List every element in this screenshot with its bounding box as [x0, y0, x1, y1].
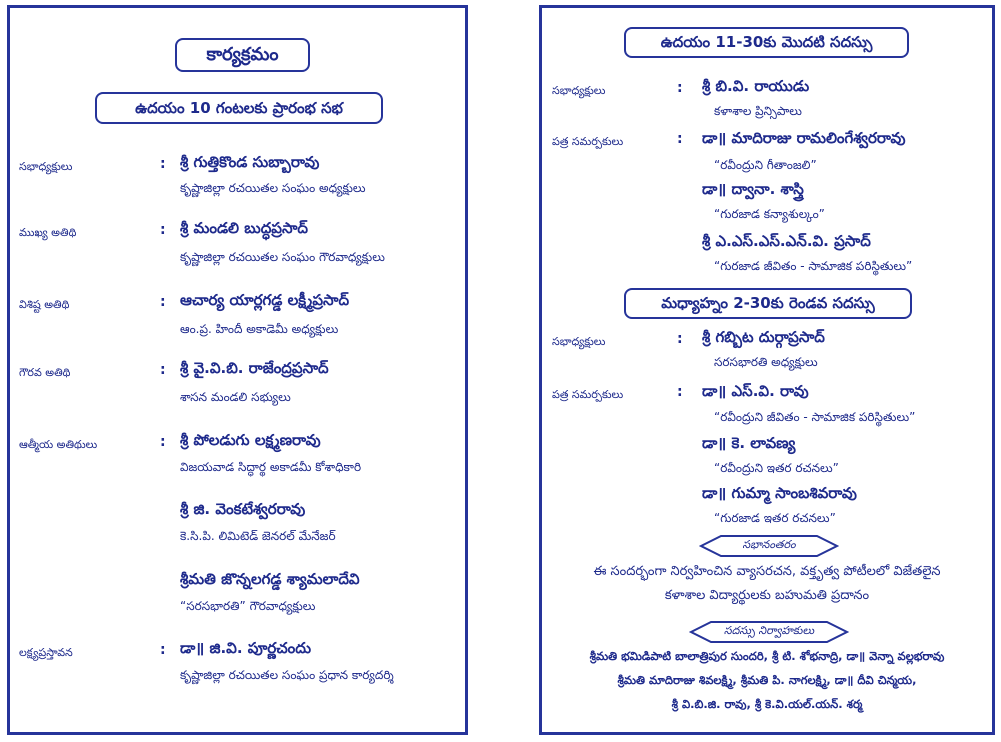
s1-chair-desc: కళాశాల ప్రిన్సిపాలు	[714, 104, 802, 118]
person-desc: కె.సి.పి. లిమిటెడ్ జెనరల్ మేనేజర్	[180, 529, 336, 543]
person-name: శ్రీమతి జొన్నలగడ్డ శ్యామలాదేవి	[180, 570, 360, 588]
second-session-title: మధ్యాహ్నం 2-30కు రెండవ సదస్సు	[661, 294, 875, 312]
after-line-1: ఈ సందర్భంగా నిర్వహించిన వ్యాసరచన, వక్తృత్వ పోటీలలో విజేతలైన	[593, 564, 941, 579]
person-name: శ్రీ జి. వెంకటేశ్వరరావు	[180, 500, 306, 518]
person-name: శ్రీ గుత్తికొండ సుబ్బారావు	[180, 153, 320, 171]
person-desc: కృష్ణాజిల్లా రచయితల సంఘం అధ్యక్షులు	[180, 181, 366, 195]
role-label: విశిష్ట అతిథి	[19, 298, 70, 311]
first-session-title: ఉదయం 11-30కు మొదటి సదస్సు	[660, 33, 873, 51]
organizers-label: సదస్సు నిర్వాహకులు	[723, 624, 815, 637]
after-session-label: సభానంతరం	[742, 538, 796, 551]
person-desc: శాసన మండలి సభ్యులు	[180, 390, 291, 404]
colon: :	[160, 222, 166, 238]
s1-paper-topic: “గురజాడ కన్యాశుల్కం”	[714, 207, 825, 221]
inaugural-session-title: ఉదయం 10 గంటలకు ప్రారంభ సభ	[135, 99, 343, 117]
colon: :	[677, 131, 683, 147]
organizers-banner	[689, 621, 849, 643]
role-label: ముఖ్య అతిథి	[19, 226, 77, 239]
s1-paper-topic: “రవీంద్రుని గీతాంజలి”	[714, 158, 817, 172]
s1-paper-name: శ్రీ ఎ.ఎస్.ఎస్.ఎన్.వి. ప్రసాద్	[702, 232, 871, 250]
first-session-box	[624, 27, 909, 58]
after-session-banner	[699, 535, 839, 557]
organizers-line-3: శ్రీ వి.బి.జి. రావు, శ్రీ కె.వి.యల్.యన్. శర్మ	[671, 697, 863, 711]
s2-paper-topic: “రవీంద్రుని ఇతర రచనలు”	[714, 461, 839, 475]
s2-chair-desc: సరసభారతి అధ్యక్షులు	[714, 355, 818, 369]
role-label: గౌరవ అతిథి	[19, 366, 71, 379]
s2-paper-name: డా॥ గుమ్మా సాంబశివరావు	[702, 484, 857, 502]
colon: :	[160, 362, 166, 378]
person-name: ఆచార్య యార్లగడ్డ లక్ష్మీప్రసాద్	[180, 291, 350, 309]
organizers-line-2: శ్రీమతి మాదిరాజు శివలక్ష్మి, శ్రీమతి పి. నాగలక్ష్మి, డా॥ దీవి చిన్మయ,	[617, 673, 917, 687]
person-desc: ఆం.ప్ర. హిందీ అకాడెమీ అధ్యక్షులు	[180, 322, 339, 336]
colon: :	[160, 434, 166, 450]
s1-chair-name: శ్రీ బి.వి. రాయుడు	[702, 77, 810, 95]
second-session-box	[624, 288, 912, 319]
right-program-panel	[539, 5, 995, 735]
s2-chair-role: సభాధ్యక్షులు	[552, 335, 606, 348]
colon: :	[160, 156, 166, 172]
s1-papers-role: పత్ర సమర్పకులు	[552, 135, 624, 148]
s2-paper-topic: “రవీంద్రుని జీవితం - సామాజిక పరిస్థితులు”	[714, 410, 916, 424]
colon: :	[160, 294, 166, 310]
after-line-2: కళాశాల విద్యార్థులకు బహుమతి ప్రదానం	[664, 588, 870, 603]
colon: :	[160, 642, 166, 658]
role-label: ఆత్మీయ అతిథులు	[19, 438, 98, 451]
person-name: శ్రీ మండలి బుద్ధప్రసాద్	[180, 219, 309, 237]
s1-paper-name: డా॥ మాదిరాజు రామలింగేశ్వరరావు	[702, 129, 906, 147]
person-desc: “సరసభారతి” గౌరవాధ్యక్షులు	[180, 599, 316, 613]
role-label: సభాధ్యక్షులు	[19, 160, 73, 173]
s2-paper-name: డా॥ కె. లావణ్య	[702, 434, 796, 452]
role-label: లక్ష్యప్రస్తావన	[19, 646, 73, 659]
program-title-box	[175, 38, 310, 72]
person-name: శ్రీ వై.వి.బి. రాజేంద్రప్రసాద్	[180, 359, 329, 377]
colon: :	[677, 80, 683, 96]
s1-paper-topic: “గురజాడ జీవితం - సామాజిక పరిస్థితులు”	[714, 259, 913, 273]
person-name: డా॥ జి.వి. పూర్ణచందు	[180, 639, 312, 657]
s2-chair-name: శ్రీ గబ్బిట దుర్గాప్రసాద్	[702, 328, 825, 346]
program-title: కార్యక్రమం	[206, 44, 279, 65]
person-desc: విజయవాడ సిద్ధార్థ అకాడమీ కోశాధికారి	[180, 460, 362, 474]
person-desc: కృష్ణాజిల్లా రచయితల సంఘం ప్రధాన కార్యదర్శి	[180, 668, 394, 682]
s2-papers-role: పత్ర సమర్పకులు	[552, 388, 624, 401]
s1-chair-role: సభాధ్యక్షులు	[552, 84, 606, 97]
s1-paper-name: డా॥ ద్వానా. శాస్త్రి	[702, 180, 804, 198]
left-program-panel	[7, 5, 468, 735]
organizers-line-1: శ్రీమతి భమిడిపాటి బాలాత్రిపుర సుందరి, శ్రీ టి. శోభనాద్రి, డా॥ వెన్నా వల్లభరావు	[589, 649, 945, 663]
s2-paper-name: డా॥ ఎస్.వి. రావు	[702, 382, 809, 400]
person-desc: కృష్ణాజిల్లా రచయితల సంఘం గౌరవాధ్యక్షులు	[180, 250, 385, 264]
person-name: శ్రీ పోలడుగు లక్ష్మణరావు	[180, 431, 321, 449]
colon: :	[677, 384, 683, 400]
colon: :	[677, 331, 683, 347]
s2-paper-topic: “గురజాడ ఇతర రచనలు”	[714, 511, 836, 525]
inaugural-session-box	[95, 92, 383, 124]
